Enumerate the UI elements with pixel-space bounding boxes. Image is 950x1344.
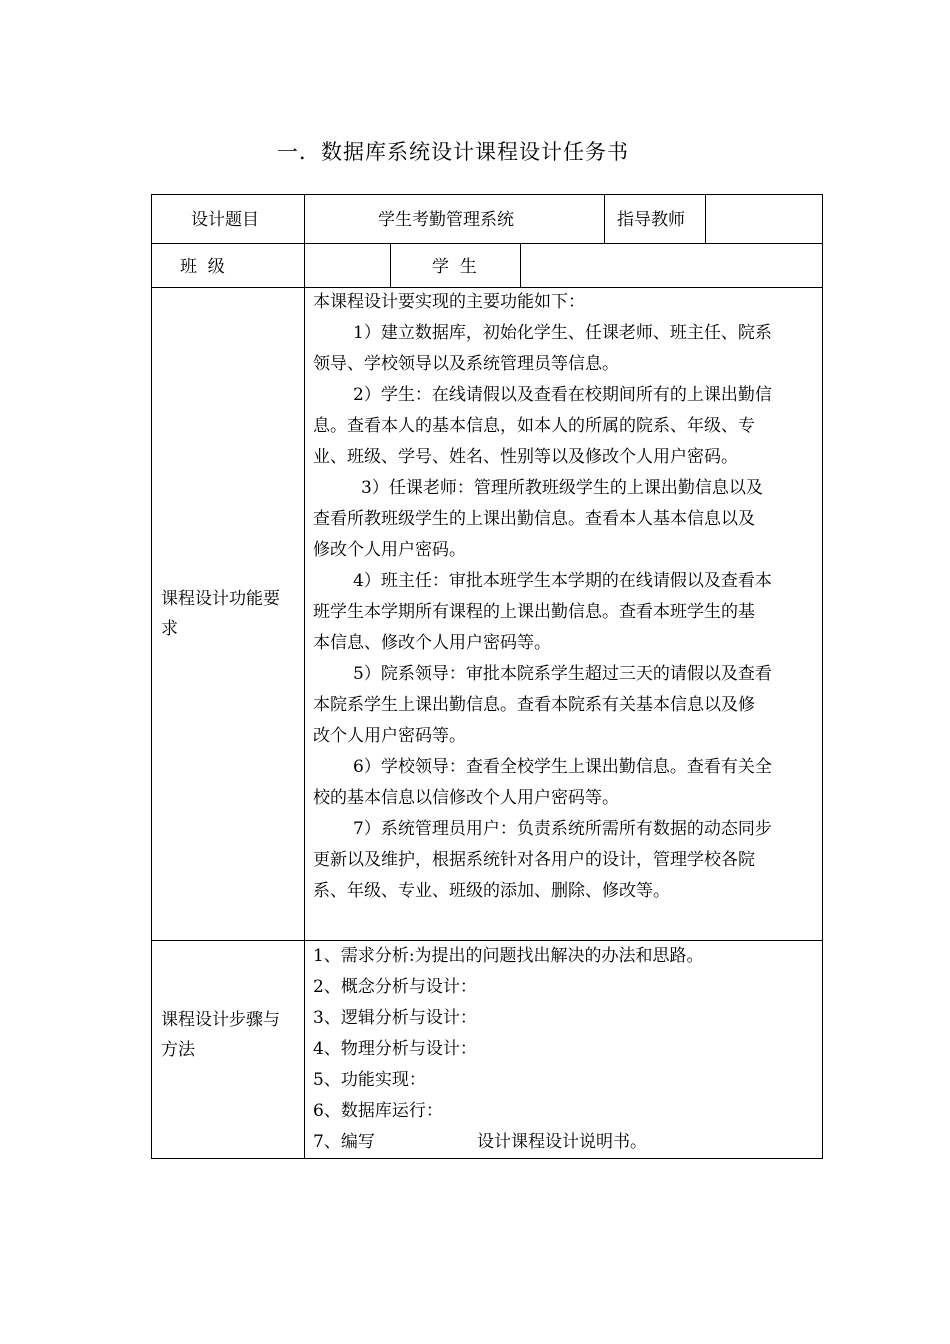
requirements-line: 7）系统管理员用户：负责系统所需所有数据的动态同步 <box>353 819 772 839</box>
requirements-line: 3）任课老师：管理所教班级学生的上课出勤信息以及 <box>361 478 763 498</box>
requirements-line: 系、年级、专业、班级的添加、删除、修改等。 <box>313 881 670 901</box>
step-item: 6、数据库运行： <box>313 1101 443 1121</box>
requirements-line: 6）学校领导：查看全校学生上课出勤信息。查看有关全 <box>353 757 772 777</box>
requirements-label: 求 <box>161 619 178 639</box>
requirements-line: 1）建立数据库，初始化学生、任课老师、班主任、院系 <box>353 323 772 343</box>
column-divider <box>705 194 706 243</box>
requirements-line: 息。查看本人的基本信息，如本人的所属的院系、年级、专 <box>313 416 755 436</box>
step-item-tail: 设计课程设计说明书。 <box>477 1132 647 1152</box>
step-item: 4、物理分析与设计： <box>313 1039 477 1059</box>
requirements-line: 改个人用户密码等。 <box>313 726 466 746</box>
requirements-line: 班学生本学期所有课程的上课出勤信息。查看本班学生的基 <box>313 602 755 622</box>
student-label: 学 生 <box>432 257 477 277</box>
column-divider <box>604 194 605 243</box>
requirements-line: 4）班主任：审批本班学生本学期的在线请假以及查看本 <box>353 571 772 591</box>
row-divider <box>151 940 823 941</box>
requirements-line: 修改个人用户密码。 <box>313 540 466 560</box>
advisor-label: 指导教师 <box>617 210 685 230</box>
steps-label: 方法 <box>161 1040 195 1060</box>
column-divider <box>390 243 391 287</box>
row-divider <box>151 243 823 244</box>
step-item: 2、概念分析与设计： <box>313 977 477 997</box>
requirements-line: 2）学生：在线请假以及查看在校期间所有的上课出勤信 <box>353 385 772 405</box>
class-label: 班 级 <box>180 257 225 277</box>
column-divider <box>520 243 521 287</box>
requirements-line: 领导、学校领导以及系统管理员等信息。 <box>313 354 619 374</box>
requirements-line: 本课程设计要实现的主要功能如下： <box>313 292 585 312</box>
step-item: 5、功能实现： <box>313 1070 426 1090</box>
requirements-label: 课程设计功能要 <box>161 589 280 609</box>
design-topic-label: 设计题目 <box>191 210 259 230</box>
requirements-text <box>313 287 813 907</box>
requirements-line: 本信息、修改个人用户密码等。 <box>313 633 551 653</box>
step-item: 1、需求分析:为提出的问题找出解决的办法和思路。 <box>313 946 704 966</box>
design-topic-value: 学生考勤管理系统 <box>378 210 514 230</box>
step-item: 7、编写 <box>313 1132 375 1152</box>
step-item: 3、逻辑分析与设计： <box>313 1008 477 1028</box>
requirements-line: 查看所教班级学生的上课出勤信息。查看本人基本信息以及 <box>313 509 755 529</box>
requirements-line: 5）院系领导：审批本院系学生超过三天的请假以及查看 <box>353 664 772 684</box>
requirements-line: 更新以及维护，根据系统针对各用户的设计，管理学校各院 <box>313 850 755 870</box>
steps-label: 课程设计步骤与 <box>161 1010 280 1030</box>
requirements-line: 本院系学生上课出勤信息。查看本院系有关基本信息以及修 <box>313 695 755 715</box>
requirements-line: 校的基本信息以信修改个人用户密码等。 <box>313 788 619 808</box>
document-title: 一．数据库系统设计课程设计任务书 <box>277 140 629 164</box>
requirements-line: 业、班级、学号、姓名、性别等以及修改个人用户密码。 <box>313 447 738 467</box>
column-divider <box>304 194 305 1159</box>
